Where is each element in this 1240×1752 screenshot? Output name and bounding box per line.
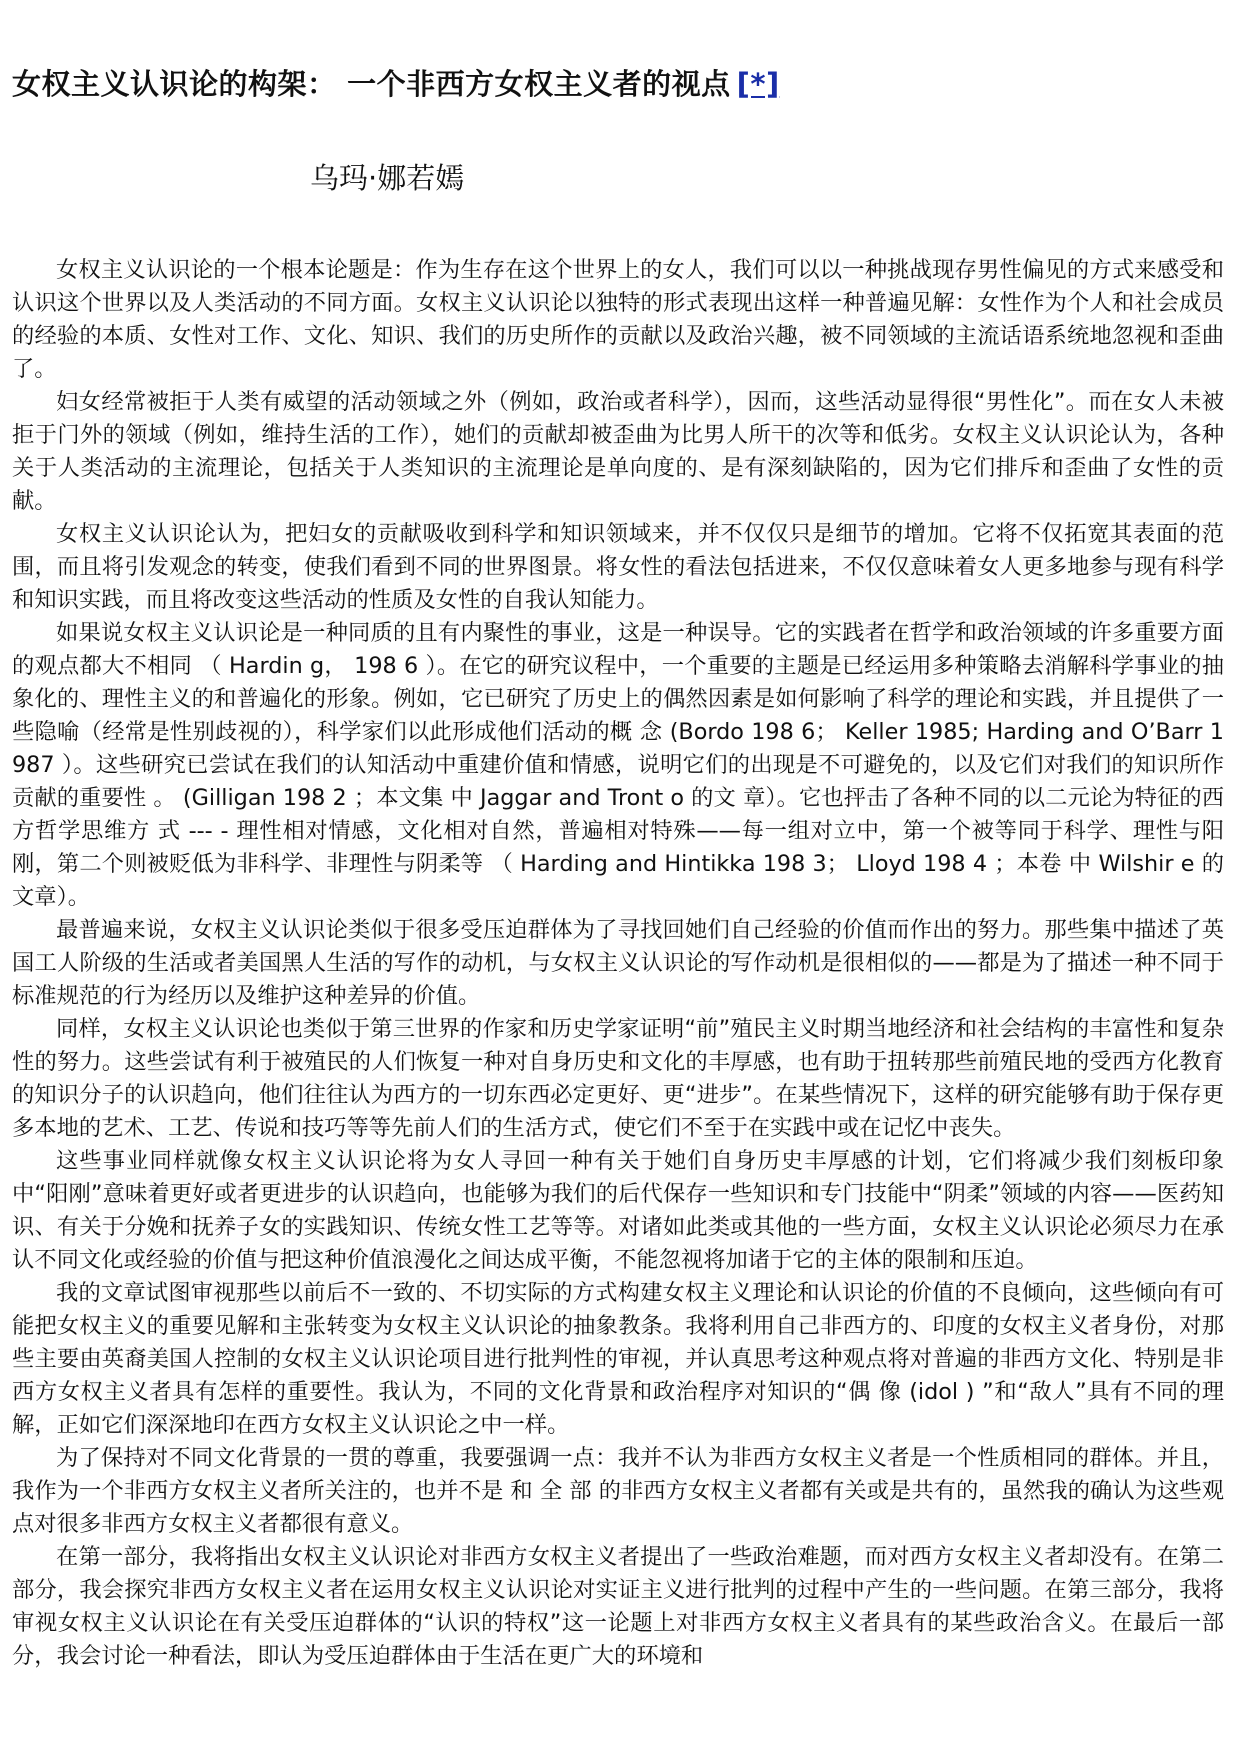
paragraph-6: 同样，女权主义认识论也类似于第三世界的作家和历史学家证明“前”殖民主义时期当地经济和社会结构的丰富性和复杂性的努力。这些尝试有利于被殖民的人们恢复一种对自身历史和文化的丰厚感，也有助于扭转那些前殖民地的受西方化教育的知识分子的认识趋向，他们往往认为西方的一切东西必定更好、更“进步”。在某些情况下，这样的研究能够有助于保存更多本地的艺术、工艺、传说和技巧等等先前人们的生活方式，使它们不至于在实践中或在记忆中丧失。: [12, 1016, 1224, 1141]
article-body: [12, 254, 1224, 1673]
paragraph-1: 女权主义认识论的一个根本论题是：作为生存在这个世界上的女人，我们可以以一种挑战现存男性偏见的方式来感受和认识这个世界以及人类活动的不同方面。女权主义认识论以独特的形式表现出这样一种普遍见解：女性作为个人和社会成员的经验的本质、女性对工作、文化、知识、我们的历史所作的贡献以及政治兴趣，被不同领域的主流话语系统地忽视和歪曲了。: [12, 257, 1224, 382]
paragraph-10: 在第一部分，我将指出女权主义认识论对非西方女权主义者提出了一些政治难题，而对西方女权主义者却没有。在第二部分，我会探究非西方女权主义者在运用女权主义认识论对实证主义进行批判的过程中产生的一些问题。在第三部分，我将审视女权主义认识论在有关受压迫群体的“认识的特权”这一论题上对非西方女权主义者具有的某些政治含义。在最后一部分，我会讨论一种看法，即认为受压迫群体由于生活在更广大的环境和: [12, 1544, 1224, 1669]
footnote-link[interactable]: [*]: [736, 67, 780, 101]
paragraph-8: 我的文章试图审视那些以前后不一致的、不切实际的方式构建女权主义理论和认识论的价值的不良倾向，这些倾向有可能把女权主义的重要见解和主张转变为女权主义认识论的抽象教条。我将利用自己非西方的、印度的女权主义者身份，对那些主要由英裔美国人控制的女权主义认识论项目进行批判性的审视，并认真思考这种观点将对普遍的非西方文化、特别是非西方女权主义者具有怎样的重要性。我认为，不同的文化背景和政治程序对知识的“偶 像 (idol ) ”和“敌人”具有不同的理解，正如它们深深地印在西方女权主义认识论之中一样。: [12, 1280, 1224, 1438]
article-title: [12, 64, 780, 104]
author-name: 乌玛·娜若嫣: [310, 161, 465, 195]
paragraph-3: 女权主义认识论认为，把妇女的贡献吸收到科学和知识领域来，并不仅仅只是细节的增加。它将不仅拓宽其表面的范围，而且将引发观念的转变，使我们看到不同的世界图景。将女性的看法包括进来，不仅仅意味着女人更多地参与现有科学和知识实践，而且将改变这些活动的性质及女性的自我认知能力。: [12, 521, 1224, 613]
paragraph-2: 妇女经常被拒于人类有威望的活动领域之外（例如，政治或者科学），因而，这些活动显得很“男性化”。而在女人未被拒于门外的领域（例如，维持生活的工作），她们的贡献却被歪曲为比男人所干的次等和低劣。女权主义认识论认为，各种关于人类活动的主流理论，包括关于人类知识的主流理论是单向度的、是有深刻缺陷的，因为它们排斥和歪曲了女性的贡献。: [12, 389, 1224, 514]
paragraph-5: 最普遍来说，女权主义认识论类似于很多受压迫群体为了寻找回她们自己经验的价值而作出的努力。那些集中描述了英国工人阶级的生活或者美国黑人生活的写作的动机，与女权主义认识论的写作动机是很相似的——都是为了描述一种不同于标准规范的行为经历以及维护这种差异的价值。: [12, 917, 1224, 1009]
title-text: 女权主义认识论的构架： 一个非西方女权主义者的视点: [12, 67, 731, 101]
paragraph-9: 为了保持对不同文化背景的一贯的尊重，我要强调一点：我并不认为非西方女权主义者是一个性质相同的群体。并且，我作为一个非西方女权主义者所关注的，也并不是 和 全 部 的非西方女权主义者都有关或是共有的，虽然我的确认为这些观点对很多非西方女权主义者都很有意义。: [12, 1445, 1224, 1537]
paragraph-7: 这些事业同样就像女权主义认识论将为女人寻回一种有关于她们自身历史丰厚感的计划，它们将减少我们刻板印象中“阳刚”意味着更好或者更进步的认识趋向，也能够为我们的后代保存一些知识和专门技能中“阴柔”领域的内容——医药知识、有关于分娩和抚养子女的实践知识、传统女性工艺等等。对诸如此类或其他的一些方面，女权主义认识论必须尽力在承认不同文化或经验的价值与把这种价值浪漫化之间达成平衡，不能忽视将加诸于它的主体的限制和压迫。: [12, 1148, 1224, 1273]
paragraph-4: 如果说女权主义认识论是一种同质的且有内聚性的事业，这是一种误导。它的实践者在哲学和政治领域的许多重要方面的观点都大不相同 （ Hardin g， 198 6 ）。在它的研究议程中，一个重要的主题是已经运用多种策略去消解科学事业的抽象化的、理性主义的和普遍化的形象。例如，它已研究了历史上的偶然因素是如何影响了科学的理论和实践，并且提供了一些隐喻（经常是性别歧视的），科学家们以此形成他们活动的概 念 (Bordo 198 6； Keller 1985; Harding and O’Barr 1987 ）。这些研究已尝试在我们的认知活动中重建价值和情感，说明它们的出现是不可避免的，以及它们对我们的知识所作贡献的重要性 。 (Gilligan 198 2 ；本文集 中 Jaggar and Tront o 的文 章）。它也抨击了各种不同的以二元论为特征的西方哲学思维方 式 --- - 理性相对情感，文化相对自然，普遍相对特殊——每一组对立中，第一个被等同于科学、理性与阳刚，第二个则被贬低为非科学、非理性与阴柔等 （ Harding and Hintikka 198 3； Lloyd 198 4 ；本卷 中 Wilshir e 的文章）。: [12, 620, 1224, 910]
